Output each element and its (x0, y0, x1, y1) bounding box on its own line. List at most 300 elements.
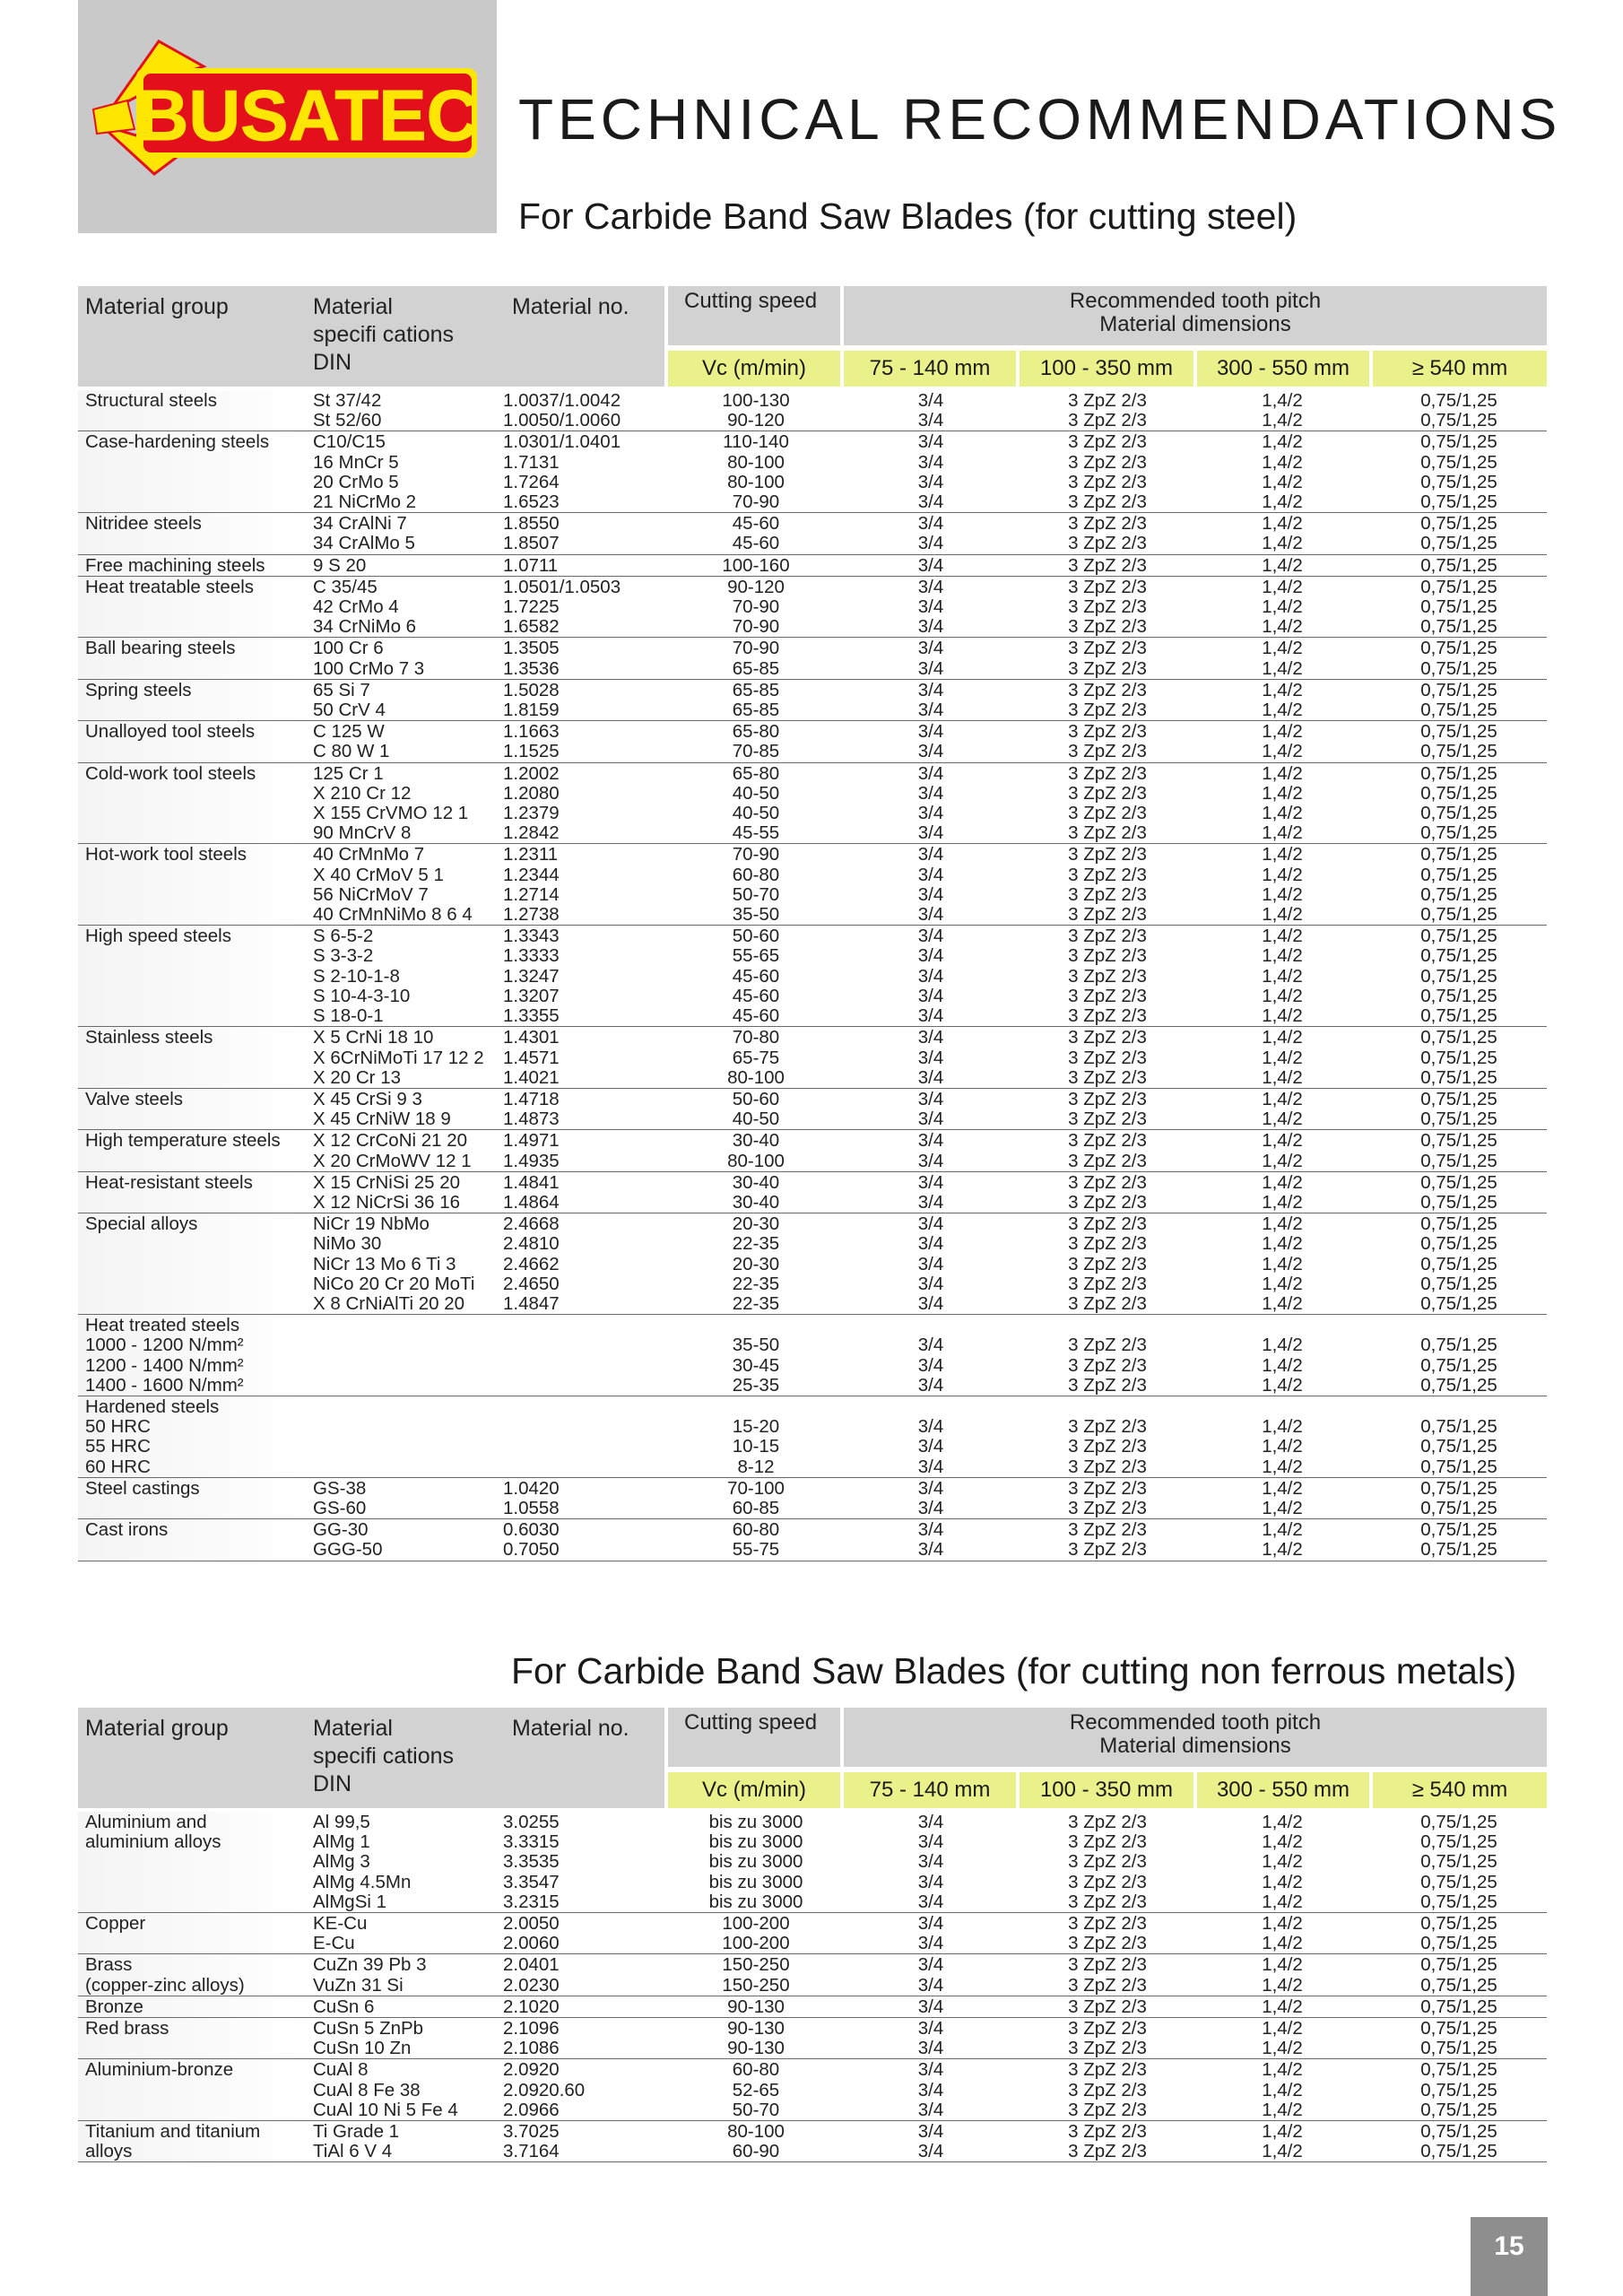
pitch-value: 1,4/2 (1262, 1335, 1303, 1356)
header-dim-3: 300 - 550 mm (1197, 1772, 1369, 1808)
cutting-speed-cell (668, 1996, 844, 2017)
cutting-speed-cell (668, 1478, 844, 1518)
pitch-value: 3 ZpZ 2/3 (1068, 721, 1147, 743)
material-no: 1.0420 (503, 1477, 560, 1499)
pitch-value: 0,75/1,25 (1420, 1539, 1497, 1561)
pitch-value: 3/4 (917, 985, 944, 1006)
material-group-cell (78, 1130, 306, 1170)
din-spec-cell (306, 2059, 499, 2120)
cutting-speed-value: 100-200 (722, 1913, 790, 1935)
pitch-value: 1,4/2 (1262, 803, 1303, 824)
din-spec: X 12 NiCrSi 36 16 (313, 1191, 461, 1213)
cutting-speed-cell (668, 2121, 844, 2161)
material-no-cell (499, 763, 668, 844)
cutting-speed-value: 90-130 (727, 2038, 785, 2059)
din-spec: CuSn 10 Zn (313, 2038, 412, 2059)
pitch-540-cell (1371, 1130, 1547, 1170)
pitch-300-550-cell (1193, 1130, 1371, 1170)
pitch-300-550-cell (1193, 1213, 1371, 1314)
din-spec-cell (306, 1812, 499, 1912)
din-spec: 34 CrAlMo 5 (313, 533, 415, 554)
material-no: 2.4662 (503, 1253, 560, 1274)
din-spec: 42 CrMo 4 (313, 596, 399, 618)
cutting-speed-value: 30-40 (732, 1130, 780, 1152)
cutting-speed-value: 22-35 (732, 1292, 780, 1314)
cutting-speed-cell (668, 1027, 844, 1088)
material-no: 0.6030 (503, 1519, 560, 1541)
din-spec-cell (306, 680, 499, 720)
cutting-speed-value: 100-130 (722, 390, 790, 411)
pitch-value: 0,75/1,25 (1420, 1253, 1497, 1274)
material-no: 1.4571 (503, 1047, 560, 1068)
material-group-cell (78, 2059, 306, 2120)
material-group-row (78, 1478, 1547, 1519)
pitch-value: 0,75/1,25 (1420, 2018, 1497, 2039)
pitch-value: 1,4/2 (1262, 1519, 1303, 1541)
header-dim-2: 100 - 350 mm (1020, 351, 1193, 387)
pitch-value: 0,75/1,25 (1420, 554, 1497, 576)
pitch-value: 1,4/2 (1262, 1891, 1303, 1912)
pitch-value: 0,75/1,25 (1420, 1851, 1497, 1873)
pitch-100-350-cell (1018, 1130, 1193, 1170)
cutting-speed-value: 65-80 (732, 762, 780, 784)
cutting-speed-value: 60-80 (732, 864, 780, 885)
material-group-row (78, 1089, 1547, 1130)
din-spec: CuSn 6 (313, 1996, 375, 2017)
header-dim-1: 75 - 140 mm (844, 351, 1016, 387)
pitch-value: 3 ZpZ 2/3 (1068, 1292, 1147, 1314)
din-spec: X 155 CrVMO 12 1 (313, 803, 469, 824)
din-spec: X 15 CrNiSi 25 20 (313, 1171, 461, 1193)
material-group-label: Heat-resistant steels (85, 1171, 253, 1193)
material-no-cell (499, 721, 668, 761)
cutting-speed-value: 110-140 (723, 431, 789, 453)
din-spec: AlMg 1 (313, 1831, 370, 1853)
material-group-cell (78, 555, 306, 576)
cutting-speed-value: 40-50 (732, 1109, 780, 1130)
din-spec: St 37/42 (313, 390, 382, 411)
pitch-value: 3 ZpZ 2/3 (1068, 1416, 1147, 1438)
material-no: 2.4668 (503, 1213, 560, 1235)
cutting-speed-value: 70-85 (732, 741, 780, 762)
pitch-value: 1,4/2 (1262, 1088, 1303, 1109)
spacer-line (844, 1397, 1018, 1417)
pitch-value: 3/4 (917, 1436, 944, 1457)
pitch-300-550-cell (1193, 1519, 1371, 1560)
din-spec: Al 99,5 (313, 1812, 370, 1832)
din-spec: 100 CrMo 7 3 (313, 657, 425, 679)
material-no-cell (499, 1996, 668, 2017)
pitch-value: 3 ZpZ 2/3 (1068, 1539, 1147, 1561)
material-no-cell (499, 1913, 668, 1953)
pitch-value: 1,4/2 (1262, 1130, 1303, 1152)
cutting-speed-value: bis zu 3000 (708, 1812, 803, 1832)
material-no: 1.0037/1.0042 (503, 390, 621, 411)
pitch-value: 1,4/2 (1262, 1477, 1303, 1499)
pitch-540-cell (1371, 1315, 1547, 1396)
material-no: 1.8159 (503, 700, 560, 721)
material-group-label: Steel castings (85, 1477, 200, 1499)
din-spec-cell (306, 926, 499, 1026)
pitch-100-350-cell (1018, 1478, 1193, 1518)
pitch-300-550-cell (1193, 513, 1371, 553)
pitch-value: 3 ZpZ 2/3 (1068, 1497, 1147, 1518)
cutting-speed-value: 150-250 (722, 1974, 790, 1996)
pitch-value: 3/4 (917, 864, 944, 885)
pitch-value: 1,4/2 (1262, 2079, 1303, 2100)
pitch-100-350-cell (1018, 1089, 1193, 1129)
pitch-value: 3 ZpZ 2/3 (1068, 803, 1147, 824)
material-no-cell (499, 555, 668, 576)
cutting-speed-cell (668, 1812, 844, 1912)
cutting-speed-value: 70-80 (732, 1027, 780, 1048)
material-group-cell (78, 2121, 306, 2161)
pitch-value: 3/4 (917, 700, 944, 721)
pitch-540-cell (1371, 2121, 1547, 2161)
din-spec: TiAl 6 V 4 (313, 2141, 393, 2162)
material-no: 1.3247 (503, 965, 560, 987)
pitch-100-350-cell (1018, 1172, 1193, 1213)
pitch-value: 1,4/2 (1262, 965, 1303, 987)
din-spec-cell (306, 1130, 499, 1170)
pitch-value: 3 ZpZ 2/3 (1068, 1213, 1147, 1235)
pitch-value: 3 ZpZ 2/3 (1068, 1954, 1147, 1976)
pitch-300-550-cell (1193, 1913, 1371, 1953)
pitch-value: 3/4 (917, 945, 944, 967)
pitch-value: 3 ZpZ 2/3 (1068, 554, 1147, 576)
pitch-value: 1,4/2 (1262, 1171, 1303, 1193)
pitch-540-cell (1371, 721, 1547, 761)
material-group-label: Nitridee steels (85, 513, 202, 535)
cutting-speed-cell (668, 390, 844, 430)
din-spec: X 5 CrNi 18 10 (313, 1027, 434, 1048)
header-material-no: Material no. (512, 1716, 629, 1741)
pitch-75-140-cell (844, 2059, 1018, 2120)
pitch-value: 1,4/2 (1262, 1831, 1303, 1853)
cutting-speed-cell (668, 1954, 844, 1995)
pitch-value: 1,4/2 (1262, 700, 1303, 721)
pitch-value: 0,75/1,25 (1420, 1213, 1497, 1235)
pitch-75-140-cell (844, 2018, 1018, 2058)
pitch-value: 3/4 (917, 1374, 944, 1396)
pitch-value: 3 ZpZ 2/3 (1068, 1974, 1147, 1996)
pitch-value: 3 ZpZ 2/3 (1068, 883, 1147, 905)
din-spec: AlMg 3 (313, 1851, 370, 1873)
pitch-value: 3/4 (917, 1891, 944, 1912)
pitch-value: 0,75/1,25 (1420, 1374, 1497, 1396)
pitch-value: 3 ZpZ 2/3 (1068, 513, 1147, 535)
pitch-value: 3/4 (917, 1130, 944, 1152)
material-no-cell (499, 1130, 668, 1170)
pitch-value: 0,75/1,25 (1420, 741, 1497, 762)
material-group-row (78, 1027, 1547, 1089)
material-group-cell (78, 1478, 306, 1518)
material-no: 1.4864 (503, 1191, 560, 1213)
material-group-row (78, 1396, 1547, 1478)
cutting-speed-value: bis zu 3000 (708, 1831, 803, 1853)
pitch-value: 3/4 (917, 904, 944, 926)
material-group-cell (78, 1089, 306, 1129)
pitch-75-140-cell (844, 1172, 1018, 1213)
pitch-value: 0,75/1,25 (1420, 904, 1497, 926)
pitch-value: 3 ZpZ 2/3 (1068, 2121, 1147, 2143)
din-spec-cell (306, 1996, 499, 2017)
material-group-row (78, 1172, 1547, 1213)
pitch-value: 3/4 (917, 2018, 944, 2039)
pitch-value: 1,4/2 (1262, 1233, 1303, 1255)
material-group-row (78, 431, 1547, 513)
din-spec: X 40 CrMoV 5 1 (313, 864, 444, 885)
pitch-value: 3/4 (917, 1066, 944, 1088)
material-group-cell (78, 1913, 306, 1953)
pitch-100-350-cell (1018, 1812, 1193, 1912)
material-group-row (78, 926, 1547, 1027)
material-no: 1.2002 (503, 762, 560, 784)
din-spec: X 6CrNiMoTi 17 12 2 (313, 1047, 484, 1068)
pitch-value: 3 ZpZ 2/3 (1068, 1871, 1147, 1892)
din-spec-cell (306, 1027, 499, 1088)
pitch-value: 3 ZpZ 2/3 (1068, 1047, 1147, 1068)
pitch-100-350-cell (1018, 1396, 1193, 1477)
cutting-speed-cell (668, 638, 844, 678)
pitch-value: 3 ZpZ 2/3 (1068, 576, 1147, 597)
material-group-cell (78, 390, 306, 430)
pitch-value: 0,75/1,25 (1420, 700, 1497, 721)
pitch-value: 0,75/1,25 (1420, 1933, 1497, 1954)
header-cutting-speed: Cutting speed (684, 1710, 818, 1735)
cutting-speed-value: 90-130 (727, 1996, 785, 2017)
pitch-value: 1,4/2 (1262, 638, 1303, 659)
cutting-speed-value: 45-60 (732, 513, 780, 535)
material-no: 3.2315 (503, 1891, 560, 1912)
pitch-value: 0,75/1,25 (1420, 410, 1497, 431)
pitch-value: 3/4 (917, 1191, 944, 1213)
cutting-speed-value: 65-85 (732, 679, 780, 700)
cutting-speed-value: 80-100 (727, 471, 785, 492)
pitch-value: 3/4 (917, 1109, 944, 1130)
material-group-label: Titanium and titanium (85, 2121, 261, 2143)
pitch-value: 3/4 (917, 616, 944, 638)
pitch-300-550-cell (1193, 1812, 1371, 1912)
pitch-value: 0,75/1,25 (1420, 616, 1497, 638)
pitch-value: 3/4 (917, 1974, 944, 1996)
pitch-value: 1,4/2 (1262, 1191, 1303, 1213)
pitch-100-350-cell (1018, 555, 1193, 576)
din-spec: C 80 W 1 (313, 741, 390, 762)
pitch-value: 1,4/2 (1262, 1974, 1303, 1996)
pitch-value: 0,75/1,25 (1420, 2121, 1497, 2143)
material-group-cell (78, 844, 306, 925)
cutting-speed-cell (668, 513, 844, 553)
pitch-540-cell (1371, 1172, 1547, 1213)
spacer-line (1193, 1316, 1371, 1335)
din-spec-cell (306, 638, 499, 678)
material-group-label: Structural steels (85, 390, 217, 411)
din-spec: CuSn 5 ZnPb (313, 2018, 424, 2039)
pitch-540-cell (1371, 1396, 1547, 1477)
material-group-row (78, 1213, 1547, 1315)
pitch-value: 1,4/2 (1262, 926, 1303, 947)
pitch-value: 1,4/2 (1262, 554, 1303, 576)
material-no-cell (499, 844, 668, 925)
pitch-value: 3 ZpZ 2/3 (1068, 1191, 1147, 1213)
cutting-speed-value: 70-90 (732, 844, 780, 865)
pitch-value: 3/4 (917, 576, 944, 597)
material-group-cell (78, 577, 306, 638)
pitch-value: 0,75/1,25 (1420, 945, 1497, 967)
pitch-value: 3 ZpZ 2/3 (1068, 1477, 1147, 1499)
pitch-value: 1,4/2 (1262, 1150, 1303, 1171)
din-spec: NiCo 20 Cr 20 MoTi (313, 1273, 475, 1294)
pitch-value: 3 ZpZ 2/3 (1068, 1891, 1147, 1912)
pitch-value: 3/4 (917, 883, 944, 905)
din-spec-cell (306, 390, 499, 430)
header-material-no: Material no. (512, 294, 629, 319)
cutting-speed-value: 65-85 (732, 700, 780, 721)
cutting-speed-value: 22-35 (732, 1273, 780, 1294)
pitch-100-350-cell (1018, 1315, 1193, 1396)
pitch-value: 3/4 (917, 491, 944, 513)
din-spec: KE-Cu (313, 1913, 368, 1935)
din-spec: C 35/45 (313, 576, 378, 597)
pitch-value: 1,4/2 (1262, 533, 1303, 554)
pitch-value: 0,75/1,25 (1420, 883, 1497, 905)
pitch-value: 3/4 (917, 1933, 944, 1954)
pitch-value: 0,75/1,25 (1420, 1477, 1497, 1499)
pitch-300-550-cell (1193, 638, 1371, 678)
pitch-value: 3/4 (917, 1913, 944, 1935)
material-no: 2.0050 (503, 1913, 560, 1935)
pitch-value: 3 ZpZ 2/3 (1068, 762, 1147, 784)
material-group-cell (78, 1954, 306, 1995)
pitch-value: 3/4 (917, 2141, 944, 2162)
cutting-speed-value: 60-90 (732, 2141, 780, 2162)
material-no: 3.7025 (503, 2121, 560, 2143)
pitch-value: 3 ZpZ 2/3 (1068, 1913, 1147, 1935)
pitch-value: 1,4/2 (1262, 2121, 1303, 2143)
pitch-value: 3/4 (917, 1171, 944, 1193)
material-group-label: Valve steels (85, 1088, 184, 1109)
pitch-value: 0,75/1,25 (1420, 533, 1497, 554)
pitch-value: 0,75/1,25 (1420, 1996, 1497, 2017)
material-no: 1.4935 (503, 1150, 560, 1171)
pitch-value: 3 ZpZ 2/3 (1068, 1456, 1147, 1477)
pitch-value: 3/4 (917, 1150, 944, 1171)
cutting-speed-value: 25-35 (732, 1374, 780, 1396)
material-no-cell (499, 513, 668, 553)
pitch-value: 3/4 (917, 2059, 944, 2081)
pitch-value: 3/4 (917, 679, 944, 700)
material-no-cell (499, 1954, 668, 1995)
material-no: 1.0558 (503, 1497, 560, 1518)
material-no: 3.3547 (503, 1871, 560, 1892)
nonferrous-table (78, 1708, 1547, 2162)
pitch-value: 3 ZpZ 2/3 (1068, 1150, 1147, 1171)
pitch-value: 3 ZpZ 2/3 (1068, 533, 1147, 554)
material-no: 1.4718 (503, 1088, 560, 1109)
pitch-540-cell (1371, 2018, 1547, 2058)
pitch-value: 1,4/2 (1262, 513, 1303, 535)
pitch-value: 0,75/1,25 (1420, 1292, 1497, 1314)
pitch-value: 3/4 (917, 1335, 944, 1356)
spacer-line (1371, 1397, 1547, 1417)
cutting-speed-value: 8-12 (737, 1456, 775, 1477)
pitch-100-350-cell (1018, 2121, 1193, 2161)
material-no: 1.5028 (503, 679, 560, 700)
material-no: 1.3505 (503, 638, 560, 659)
pitch-540-cell (1371, 390, 1547, 430)
material-no: 1.8550 (503, 513, 560, 535)
din-spec: CuAl 8 (313, 2059, 369, 2081)
pitch-value: 3/4 (917, 533, 944, 554)
pitch-value: 3 ZpZ 2/3 (1068, 2018, 1147, 2039)
din-spec-cell (306, 1913, 499, 1953)
pitch-300-550-cell (1193, 577, 1371, 638)
pitch-300-550-cell (1193, 1089, 1371, 1129)
pitch-100-350-cell (1018, 1213, 1193, 1314)
pitch-300-550-cell (1193, 1478, 1371, 1518)
pitch-value: 3/4 (917, 926, 944, 947)
pitch-value: 3 ZpZ 2/3 (1068, 700, 1147, 721)
pitch-value: 0,75/1,25 (1420, 1497, 1497, 1518)
pitch-300-550-cell (1193, 680, 1371, 720)
pitch-300-550-cell (1193, 721, 1371, 761)
material-no: 1.2842 (503, 822, 560, 844)
pitch-300-550-cell (1193, 844, 1371, 925)
cutting-speed-value: 22-35 (732, 1233, 780, 1255)
cutting-speed-value: 70-90 (732, 616, 780, 638)
cutting-speed-value: 70-90 (732, 638, 780, 659)
material-group-cell (78, 721, 306, 761)
din-spec: GG-30 (313, 1519, 369, 1541)
material-no: 1.4021 (503, 1066, 560, 1088)
pitch-value: 3 ZpZ 2/3 (1068, 844, 1147, 865)
material-group-cell (78, 1996, 306, 2017)
pitch-75-140-cell (844, 555, 1018, 576)
din-spec: St 52/60 (313, 410, 382, 431)
material-no: 1.4301 (503, 1027, 560, 1048)
material-group-row (78, 390, 1547, 431)
material-group-label: Free machining steels (85, 554, 265, 576)
cutting-speed-value: 80-100 (727, 1066, 785, 1088)
header-vc-cell: Vc (m/min) (668, 1772, 840, 1808)
material-group-label: 50 HRC (85, 1416, 151, 1438)
material-group-label: High speed steels (85, 926, 231, 947)
material-group-cell (78, 431, 306, 512)
din-spec: X 45 CrNiW 18 9 (313, 1109, 451, 1130)
cutting-speed-value: 35-50 (732, 904, 780, 926)
pitch-value: 1,4/2 (1262, 1066, 1303, 1088)
pitch-540-cell (1371, 555, 1547, 576)
material-group-label: Aluminium-bronze (85, 2059, 234, 2081)
page-title: TECHNICAL RECOMMENDATIONS (518, 87, 1562, 152)
pitch-value: 3/4 (917, 1851, 944, 1873)
cutting-speed-value: 60-85 (732, 1497, 780, 1518)
pitch-75-140-cell (844, 1130, 1018, 1170)
spacer-line (1193, 1397, 1371, 1417)
cutting-speed-cell (668, 721, 844, 761)
pitch-value: 1,4/2 (1262, 471, 1303, 492)
pitch-value: 0,75/1,25 (1420, 596, 1497, 618)
pitch-value: 1,4/2 (1262, 1996, 1303, 2017)
pitch-value: 1,4/2 (1262, 2038, 1303, 2059)
pitch-75-140-cell (844, 1089, 1018, 1129)
pitch-75-140-cell (844, 2121, 1018, 2161)
cutting-speed-value: 55-75 (732, 1539, 780, 1561)
material-group-cell (78, 638, 306, 678)
busatec-logo (91, 39, 479, 183)
cutting-speed-cell (668, 1130, 844, 1170)
